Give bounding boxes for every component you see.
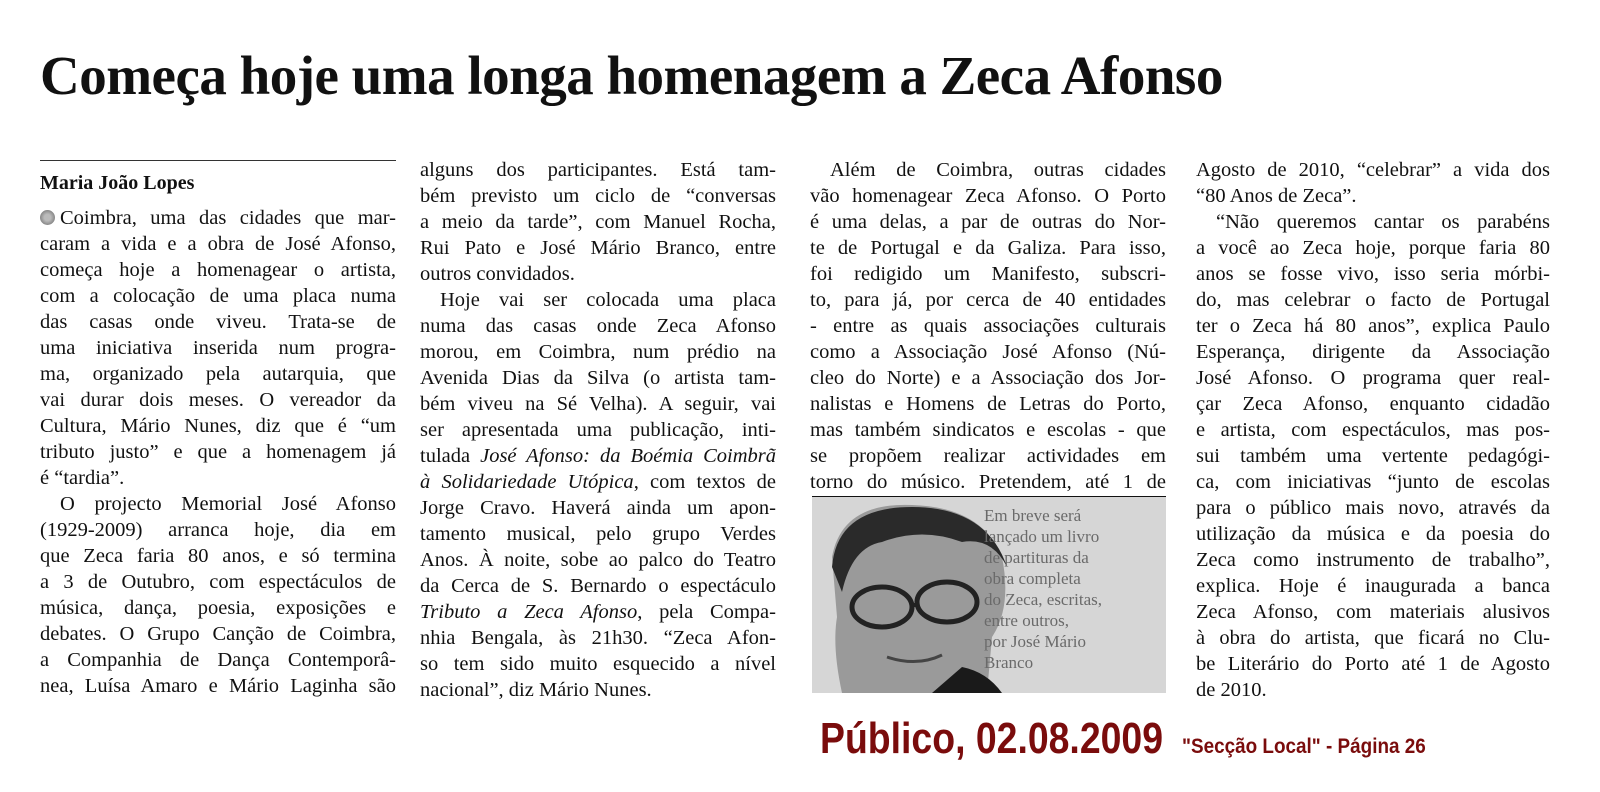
line-text: sui também uma vertente pedagógi- <box>1196 445 1550 467</box>
text-line <box>810 469 1166 495</box>
text-line <box>420 495 776 521</box>
line-text: Anos. À noite, sobe ao palco do Teatro <box>420 549 776 571</box>
text-line <box>1196 625 1550 651</box>
text-line <box>420 599 776 625</box>
line-text: nacional”, diz Mário Nunes. <box>420 679 652 701</box>
text-line <box>810 235 1166 261</box>
line-text: “80 Anos de Zeca”. <box>1196 185 1357 207</box>
text-line <box>420 625 776 651</box>
line-text-after: , pela Compa- <box>637 601 776 623</box>
text-line <box>420 677 776 703</box>
line-text: Cultura, Mário Nunes, diz que é “um <box>40 415 396 437</box>
text-line <box>40 335 396 361</box>
text-line <box>40 647 396 673</box>
text-line <box>420 287 776 313</box>
line-text: debates. O Grupo Canção de Coimbra, <box>40 623 396 645</box>
text-line <box>810 313 1166 339</box>
line-text: Além de Coimbra, outras cidades <box>830 159 1166 181</box>
photo-caption <box>984 505 1102 673</box>
text-line <box>1196 313 1550 339</box>
line-text: Hoje vai ser colocada uma placa <box>440 289 776 311</box>
text-line <box>40 361 396 387</box>
caption-line: por José Mário <box>984 632 1086 651</box>
text-line <box>420 261 776 287</box>
line-text: (1929-2009) arranca hoje, dia em <box>40 519 396 541</box>
line-text: Zeca como instrumento de trabalho”, <box>1196 549 1550 571</box>
text-line <box>40 231 396 257</box>
text-line <box>810 391 1166 417</box>
line-text: Esperança, dirigente da Associação <box>1196 341 1550 363</box>
line-text: outros convidados. <box>420 263 575 285</box>
line-text: ma, organizado pela autarquia, que <box>40 363 396 385</box>
text-line <box>40 257 396 283</box>
section-page: "Secção Local" - Página 26 <box>1182 735 1426 758</box>
line-text: à obra do artista, que ficará no Clu- <box>1196 627 1550 649</box>
text-line <box>40 283 396 309</box>
line-text: foi redigido um Manifesto, subscri- <box>810 263 1166 285</box>
line-text: José Afonso. O programa quer real- <box>1196 367 1550 389</box>
text-line <box>810 339 1166 365</box>
line-text: nalistas e Homens de Letras do Porto, <box>810 393 1166 415</box>
source-date: Público, 02.08.2009 <box>820 714 1164 763</box>
line-text: nea, Luísa Amaro e Mário Laginha são <box>40 675 396 697</box>
line-text: Coimbra, uma das cidades que mar- <box>60 207 396 229</box>
line-text: música, dança, poesia, exposições e <box>40 597 396 619</box>
line-text: e artista, com espectáculos, mas pos- <box>1196 419 1550 441</box>
line-text: é “tardia”. <box>40 467 125 489</box>
line-text: - entre as quais associações culturais <box>810 315 1166 337</box>
caption-line: entre outros, <box>984 611 1069 630</box>
text-line <box>40 621 396 647</box>
text-line <box>420 339 776 365</box>
text-line <box>1196 235 1550 261</box>
text-line <box>1196 209 1550 235</box>
article-column-3 <box>810 157 1166 495</box>
text-line <box>1196 469 1550 495</box>
text-line <box>420 417 776 443</box>
text-line <box>810 157 1166 183</box>
line-text: Rui Pato e José Mário Branco, entre <box>420 237 776 259</box>
text-line <box>1196 651 1550 677</box>
caption-line: de partituras da <box>984 548 1089 567</box>
text-line <box>420 547 776 573</box>
text-line <box>1196 183 1550 209</box>
line-text: “Não queremos cantar os parabéns <box>1216 211 1550 233</box>
line-text: da Cerca de S. Bernardo o espectáculo <box>420 575 776 597</box>
line-text: tulada <box>420 445 481 467</box>
text-line <box>420 209 776 235</box>
caption-line: lançado um livro <box>984 527 1100 546</box>
text-line <box>40 569 396 595</box>
text-line <box>420 469 776 495</box>
line-text: O projecto Memorial José Afonso <box>60 493 396 515</box>
line-text: ser apresentada uma publicação, inti- <box>420 419 776 441</box>
line-text: com a colocação de uma placa numa <box>40 285 396 307</box>
line-text: ca, com iniciativas “junto de escolas <box>1196 471 1550 493</box>
line-text: a 3 de Outubro, com espectáculos de <box>40 571 396 593</box>
line-text: nhia Bengala, às 21h30. “Zeca Afon- <box>420 627 776 649</box>
caption-line: obra completa <box>984 569 1081 588</box>
line-text: de 2010. <box>1196 679 1267 701</box>
text-line <box>420 157 776 183</box>
text-line <box>1196 547 1550 573</box>
text-line <box>810 417 1166 443</box>
caption-line: do Zeca, escritas, <box>984 590 1102 609</box>
article-column-2 <box>420 157 776 703</box>
byline-rule <box>40 160 396 161</box>
line-text: vão homenagear Zeca Afonso. O Porto <box>810 185 1166 207</box>
headline: Começa hoje uma longa homenagem a Zeca Afonso <box>40 45 1223 106</box>
text-line <box>420 521 776 547</box>
line-text: torno do músico. Pretendem, até 1 de <box>810 471 1166 493</box>
line-text: Jorge Cravo. Haverá ainda um apon- <box>420 497 776 519</box>
text-line <box>810 183 1166 209</box>
line-text: tributo justo” e que a homenagem já <box>40 441 396 463</box>
text-line <box>40 205 396 231</box>
line-text: bém previsto um ciclo de “conversas <box>420 185 776 207</box>
line-text: que Zeca faria 80 anos, e só termina <box>40 545 396 567</box>
text-line <box>810 209 1166 235</box>
text-line <box>1196 391 1550 417</box>
text-line <box>40 517 396 543</box>
text-line <box>420 651 776 677</box>
text-line <box>420 573 776 599</box>
line-text: numa das casas onde Zeca Afonso <box>420 315 776 337</box>
text-line <box>420 313 776 339</box>
text-line <box>420 235 776 261</box>
italic-title: à Solidariedade Utópica <box>420 471 634 493</box>
line-text: uma iniciativa inserida num progra- <box>40 337 396 359</box>
line-text: be Literário do Porto até 1 de Agosto <box>1196 653 1550 675</box>
text-line <box>810 443 1166 469</box>
text-line <box>1196 157 1550 183</box>
line-text: a meio da tarde”, com Manuel Rocha, <box>420 211 776 233</box>
text-line <box>420 391 776 417</box>
text-line <box>40 673 396 699</box>
text-line <box>1196 365 1550 391</box>
line-text: a você ao Zeca hoje, porque faria 80 <box>1196 237 1550 259</box>
line-text: cleo do Norte) e a Associação dos Jor- <box>810 367 1166 389</box>
byline: Maria João Lopes <box>40 172 195 194</box>
text-line <box>1196 339 1550 365</box>
italic-title: José Afonso: da Boémia Coimbrã <box>480 445 776 467</box>
text-line <box>40 543 396 569</box>
text-line <box>810 365 1166 391</box>
line-text: te de Portugal e da Galiza. Para isso, <box>810 237 1166 259</box>
italic-title: Tributo a Zeca Afonso <box>420 601 638 623</box>
line-text: Zeca Afonso, com materiais alusivos <box>1196 601 1550 623</box>
text-line <box>1196 677 1550 703</box>
line-text: Avenida Dias da Silva (o artista tam- <box>420 367 776 389</box>
bullet-icon <box>40 210 55 225</box>
text-line <box>420 183 776 209</box>
text-line <box>1196 261 1550 287</box>
line-text: so tem sido muito esquecido a nível <box>420 653 776 675</box>
portrait-photo <box>812 497 1166 693</box>
line-text: tamento musical, pelo grupo Verdes <box>420 523 776 545</box>
text-line <box>40 491 396 517</box>
caption-line: Branco <box>984 653 1034 672</box>
text-line <box>40 465 396 491</box>
text-line <box>1196 417 1550 443</box>
line-text-after: , com textos de <box>633 471 776 493</box>
text-line <box>1196 573 1550 599</box>
line-text: çar Zeca Afonso, enquanto cidadão <box>1196 393 1550 415</box>
line-text: mas também sindicatos e escolas - que <box>810 419 1166 441</box>
line-text: vai durar dois meses. O vereador da <box>40 389 396 411</box>
article-column-1 <box>40 205 396 699</box>
text-line <box>40 309 396 335</box>
line-text: a Companhia de Dança Contemporâ- <box>40 649 396 671</box>
caption-line: Em breve será <box>984 506 1082 525</box>
line-text: Agosto de 2010, “celebrar” a vida dos <box>1196 159 1550 181</box>
line-text: morou, em Coimbra, num prédio na <box>420 341 776 363</box>
text-line <box>1196 599 1550 625</box>
text-line <box>1196 443 1550 469</box>
line-text: ter o Zeca há 80 anos”, explica Paulo <box>1196 315 1550 337</box>
text-line <box>40 387 396 413</box>
line-text: é uma delas, a par de outras do Nor- <box>810 211 1166 233</box>
article-column-4 <box>1196 157 1550 703</box>
text-line <box>810 287 1166 313</box>
line-text: do, mas celebrar o facto de Portugal <box>1196 289 1550 311</box>
line-text: caram a vida e a obra de José Afonso, <box>40 233 396 255</box>
line-text: alguns dos participantes. Está tam- <box>420 159 776 181</box>
text-line <box>1196 495 1550 521</box>
line-text: to, para já, por cerca de 40 entidades <box>810 289 1166 311</box>
line-text: começa hoje a homenagear o artista, <box>40 259 396 281</box>
text-line <box>810 261 1166 287</box>
text-line <box>420 443 776 469</box>
line-text: bém viveu na Sé Velha). A seguir, vai <box>420 393 776 415</box>
line-text: utilização da música e da poesia do <box>1196 523 1550 545</box>
line-text: para o público mais novo, através da <box>1196 497 1550 519</box>
line-text: como a Associação José Afonso (Nú- <box>810 341 1166 363</box>
text-line <box>40 595 396 621</box>
line-text: se propõem realizar actividades em <box>810 445 1166 467</box>
line-text: das casas onde viveu. Trata-se de <box>40 311 396 333</box>
text-line <box>40 439 396 465</box>
line-text: explica. Hoje é inaugurada a banca <box>1196 575 1550 597</box>
text-line <box>1196 287 1550 313</box>
text-line <box>40 413 396 439</box>
text-line <box>420 365 776 391</box>
text-line <box>1196 521 1550 547</box>
line-text: anos se fosse vivo, isso seria mórbi- <box>1196 263 1550 285</box>
